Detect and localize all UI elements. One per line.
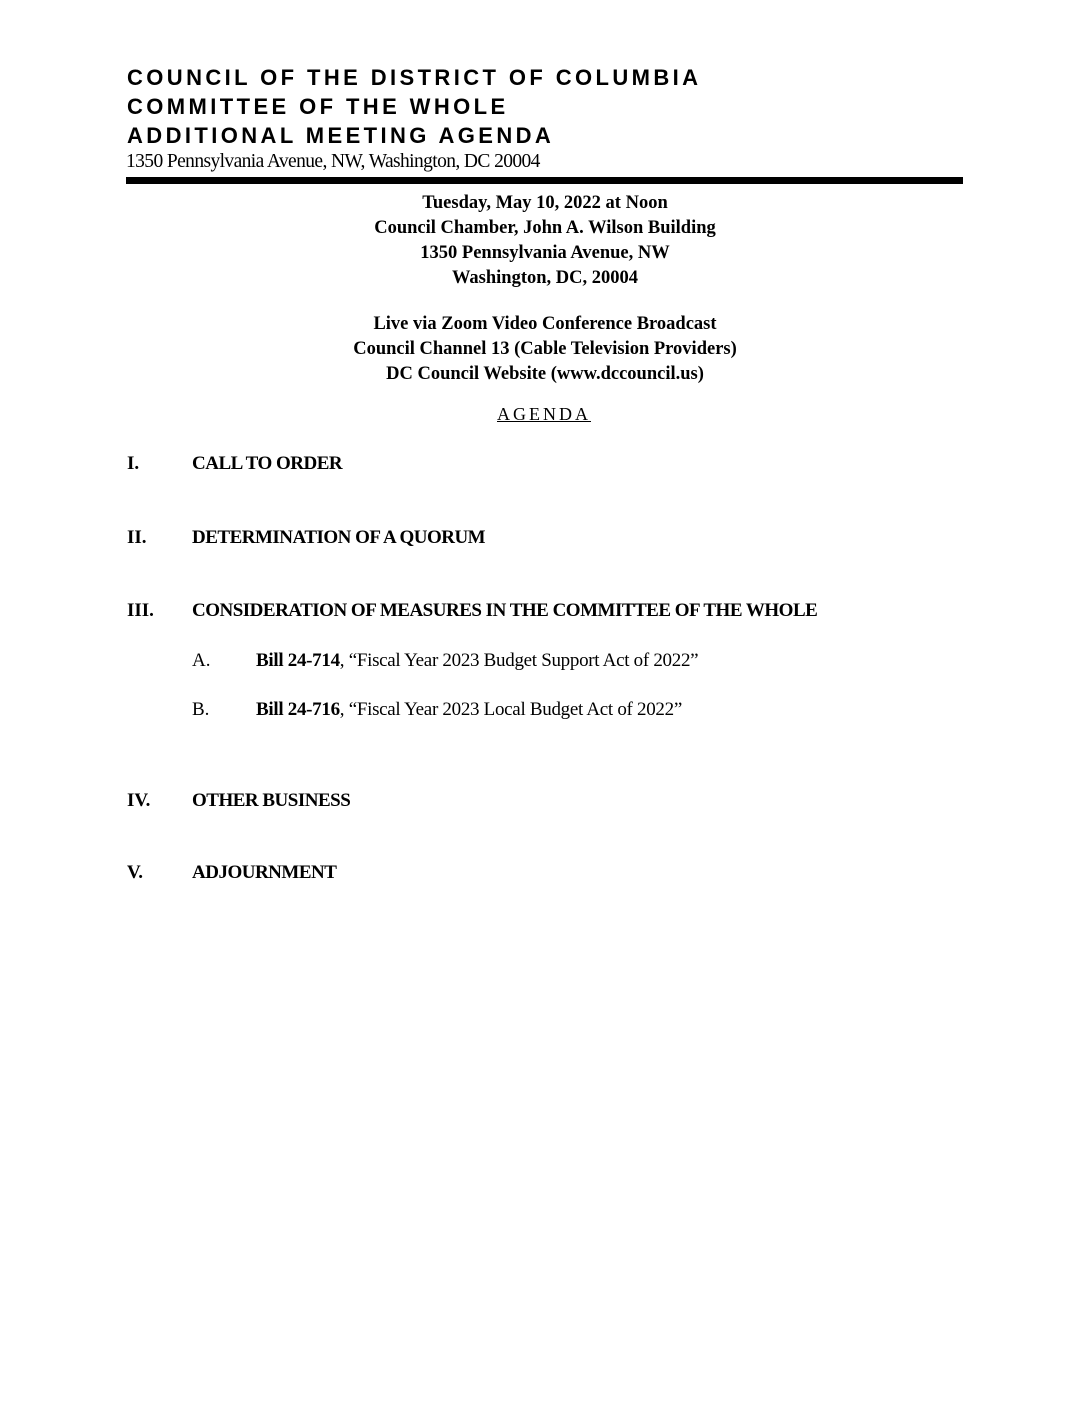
measure-letter: B. bbox=[192, 699, 210, 720]
agenda-item-text: ADJOURNMENT bbox=[192, 862, 337, 883]
broadcast-zoom: Live via Zoom Video Conference Broadcast bbox=[373, 314, 717, 334]
broadcast-info bbox=[280, 312, 810, 387]
measure-body bbox=[256, 698, 682, 722]
header-committee-name: COMMITTEE OF THE WHOLE bbox=[127, 94, 509, 119]
measure-letter: A. bbox=[192, 650, 211, 671]
meeting-city: Washington, DC, 20004 bbox=[451, 268, 639, 288]
header-address: 1350 Pennsylvania Avenue, NW, Washington, DC 20004 bbox=[126, 151, 540, 172]
agenda-item-text: DETERMINATION OF A QUORUM bbox=[192, 527, 486, 548]
meeting-location: Council Chamber, John A. Wilson Building bbox=[374, 218, 716, 238]
broadcast-website: DC Council Website (www.dccouncil.us) bbox=[386, 364, 704, 384]
agenda-item-text: OTHER BUSINESS bbox=[192, 790, 351, 811]
measure-bill-number: Bill 24-716 bbox=[256, 699, 340, 720]
agenda-heading: AGENDA bbox=[497, 404, 591, 424]
meeting-info bbox=[280, 191, 810, 291]
header-document-title: ADDITIONAL MEETING AGENDA bbox=[127, 123, 555, 148]
meeting-datetime: Tuesday, May 10, 2022 at Noon bbox=[422, 193, 668, 213]
meeting-street: 1350 Pennsylvania Avenue, NW bbox=[420, 243, 670, 263]
agenda-item-number: I. bbox=[127, 453, 140, 474]
agenda-item-text: CONSIDERATION OF MEASURES IN THE COMMITTEE OF THE WHOLE bbox=[192, 600, 818, 621]
measure-bill-number: Bill 24-714 bbox=[256, 650, 340, 671]
header-council-name: COUNCIL OF THE DISTRICT OF COLUMBIA bbox=[127, 65, 702, 90]
header-rule bbox=[126, 177, 963, 184]
agenda-item-number: V. bbox=[127, 862, 144, 883]
measure-title: , “Fiscal Year 2023 Budget Support Act of 2022” bbox=[339, 650, 699, 671]
measure-title: , “Fiscal Year 2023 Local Budget Act of 2022” bbox=[339, 699, 682, 720]
agenda-item-number: IV. bbox=[127, 790, 151, 811]
agenda-item-number: III. bbox=[127, 600, 154, 621]
broadcast-channel: Council Channel 13 (Cable Television Providers) bbox=[353, 339, 737, 359]
measure-body bbox=[256, 649, 698, 673]
agenda-item-text: CALL TO ORDER bbox=[192, 453, 343, 474]
agenda-item-number: II. bbox=[127, 527, 147, 548]
